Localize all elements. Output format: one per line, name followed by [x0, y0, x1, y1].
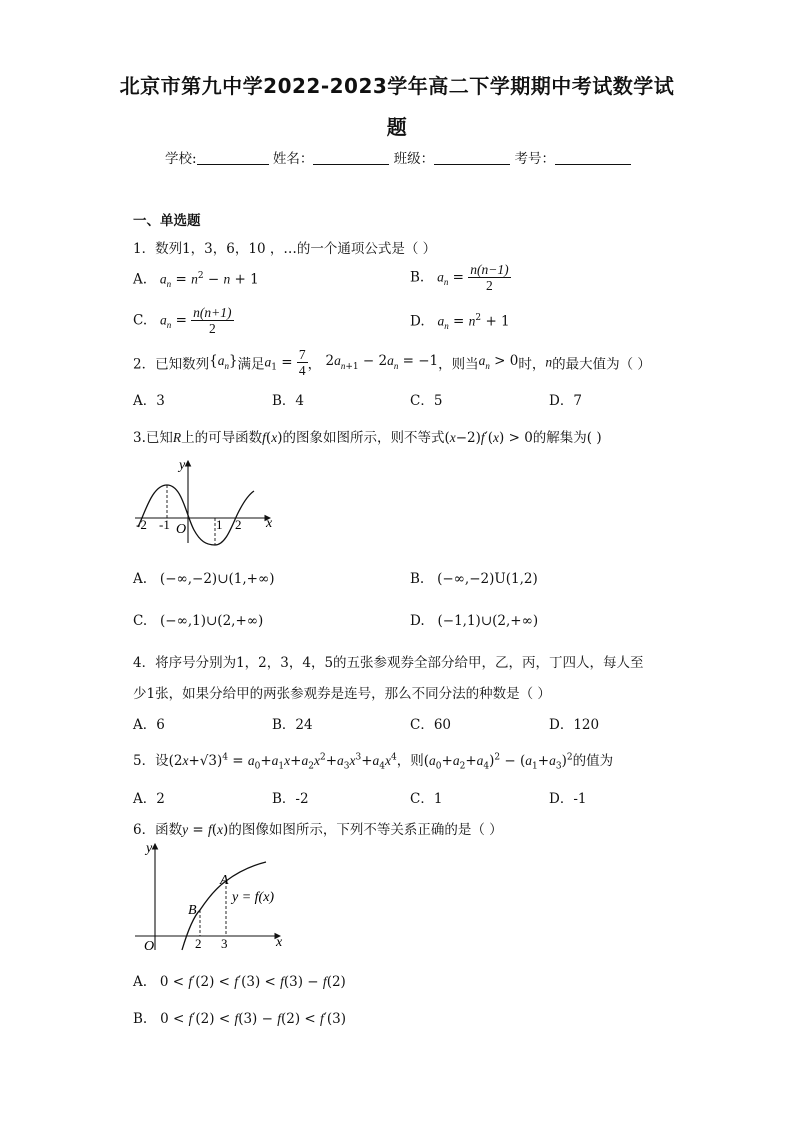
school-label: 学校: [165, 151, 197, 167]
q3-x-label: x [266, 516, 273, 531]
q6-tick-2: 2 [195, 936, 202, 951]
q6-option-b: B. 0 < f′(2) < f(3) − f(2) < f′(3) [133, 1011, 346, 1027]
q1-option-b: B. $a_n$ = $\frac{n(n-1)}{2}$ [410, 262, 509, 293]
q5-option-d: D．-1 [549, 791, 587, 807]
question-1-stem: 1．数列1，3，6，10 ，…的一个通项公式是（ ） [133, 241, 437, 257]
q2-option-b: B．4 [272, 393, 305, 409]
q3-tick-m1: -1 [159, 517, 170, 532]
q3-option-c: C. (−∞,1)∪(2,+∞) [133, 613, 264, 629]
q3-option-d: D. (−1,1)∪(2,+∞) [410, 613, 539, 629]
q5-option-b: B．-2 [272, 791, 309, 807]
q3-curve [138, 485, 254, 545]
q5-option-c: C．1 [410, 791, 443, 807]
q3-tick-1: 1 [216, 517, 223, 532]
q3-tick-2: 2 [235, 517, 242, 532]
q1-option-d: D. $a_n = n^2 + 1$ [410, 313, 510, 332]
q4-option-d: D．120 [549, 717, 600, 733]
name-field[interactable] [313, 150, 389, 165]
q6-option-a: A. 0 < f′(2) < f′(3) < f(3) − f(2) [133, 974, 346, 990]
question-6-stem: 6．函数y = f(x)的图像如图所示，下列不等关系正确的是（ ） [133, 822, 503, 838]
question-5-stem: 5．设$(2x+√3)^4 = a_0+a_1x+a_2x^2+a_3x^3+a_4x^4$，则$(a_0+a_2+a_4)^2 - (a_1+a_3)^2$的值为 [133, 752, 614, 772]
question-4-line1: 4．将序号分别为1，2，3，4，5的五张参观券全部分给甲，乙，丙，丁四人，每人至 [133, 655, 644, 671]
class-field[interactable] [434, 150, 510, 165]
q3-option-a: A. (−∞,−2)∪(1,+∞) [133, 571, 275, 587]
q2-option-d: D．7 [549, 393, 582, 409]
q4-option-a: A．6 [133, 717, 165, 733]
q4-option-c: C．60 [410, 717, 452, 733]
q4-option-b: B．24 [272, 717, 313, 733]
q2-option-c: C．5 [410, 393, 443, 409]
exam-title-line1: 北京市第九中学2022-2023学年高二下学期期中考试数学试 [119, 74, 675, 98]
q6-point-b-label: B [188, 903, 197, 918]
question-3-stem: 3.已知R上的可导函数f(x)的图象如图所示，则不等式(x−2)f′(x) > 0的解集为( ) [133, 430, 602, 446]
question-2-stem: 2．已知数列$\{a_n\}$满足$a_1$ = $\frac{7}{4}$ ， $2a_{n+1} - 2a_n = -1$，则当$a_n > 0$时，n的最大值为（ ） [133, 347, 651, 378]
q6-point-a-label: A [220, 873, 229, 888]
q3-function-graph [130, 455, 280, 550]
q6-tick-3: 3 [221, 936, 228, 951]
q1-option-c: C. $a_n$ = $\frac{n(n+1)}{2}$ [133, 305, 232, 336]
q6-y-label: y [146, 841, 153, 856]
q6-curve-label: y = f(x) [232, 890, 275, 905]
school-field[interactable] [197, 150, 269, 165]
q3-origin-label: O [176, 522, 187, 537]
question-4-line2: 少1张，如果分给甲的两张参观券是连号，那么不同分法的种数是（ ） [133, 686, 551, 702]
q1-option-a: A. $a_n = n^2 - n + 1$ [133, 271, 259, 290]
q3-tick-m2: -2 [136, 517, 147, 532]
id-label: 考号： [514, 151, 555, 167]
class-label: 班级： [393, 151, 435, 167]
name-label: 姓名： [272, 151, 314, 167]
q6-function-graph [130, 838, 295, 953]
q2-option-a: A．3 [133, 393, 165, 409]
id-field[interactable] [555, 150, 631, 165]
q6-x-label: x [276, 935, 283, 950]
q5-option-a: A．2 [133, 791, 165, 807]
exam-title-line2: 题 [386, 115, 408, 139]
q3-option-b: B. (−∞,−2)U(1,2) [410, 571, 538, 587]
q3-y-label: y [179, 458, 186, 473]
student-info-line [165, 147, 631, 167]
q6-origin-label: O [144, 939, 155, 953]
section-heading: 一、单选题 [133, 213, 201, 229]
